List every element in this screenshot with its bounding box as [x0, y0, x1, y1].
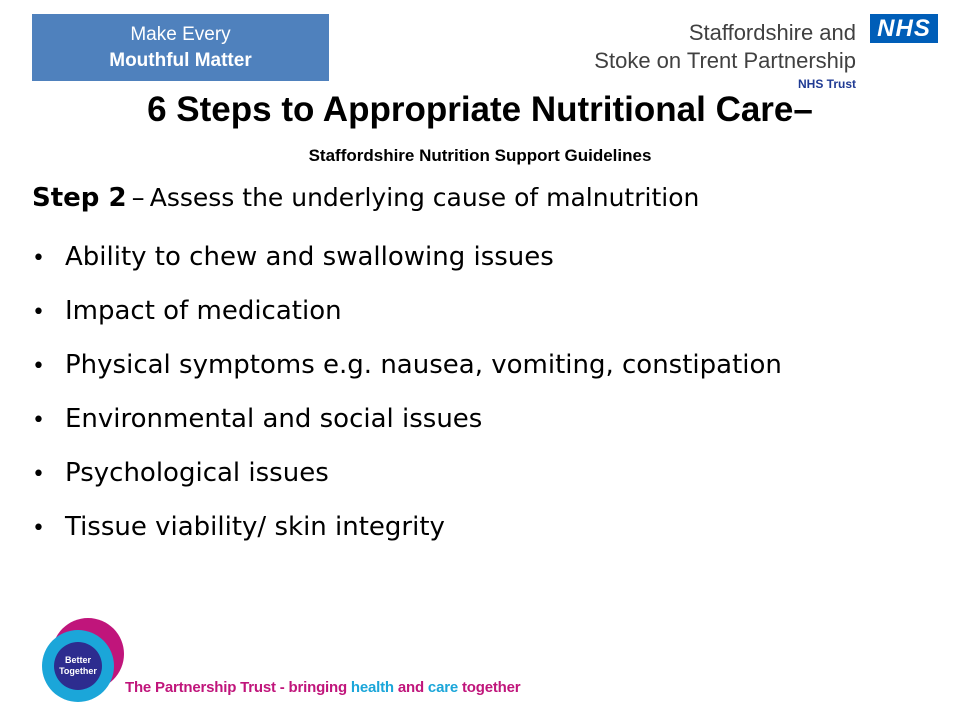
- better-together-logo-icon: [40, 614, 125, 704]
- step-heading: [32, 183, 699, 213]
- tagline-part-1: The Partnership Trust - bringing: [125, 679, 351, 696]
- org-name-line-1: Staffordshire and: [688, 20, 856, 45]
- tagline-part-4: care: [427, 679, 458, 696]
- bullet-item: [32, 452, 782, 506]
- step-label: Step 2: [32, 183, 127, 213]
- bullet-item: [32, 290, 782, 344]
- organisation-logo: [548, 14, 938, 89]
- slide-title: 6 Steps to Appropriate Nutritional Care–: [147, 90, 813, 129]
- bullet-text: Physical symptoms e.g. nausea, vomiting, constipation: [65, 350, 782, 380]
- badge-line-2: Mouthful Matter: [109, 50, 252, 71]
- step-description: Assess the underlying cause of malnutrition: [149, 183, 700, 212]
- bullet-icon: •: [32, 246, 45, 271]
- org-name-line-2: Stoke on Trent Partnership: [594, 48, 856, 73]
- bullet-text: Tissue viability/ skin integrity: [65, 512, 445, 542]
- bullet-icon: •: [32, 462, 45, 487]
- bullet-text: Environmental and social issues: [65, 404, 483, 434]
- bullet-text: Ability to chew and swallowing issues: [65, 242, 554, 272]
- slide-subtitle: Staffordshire Nutrition Support Guidelines: [308, 146, 652, 165]
- campaign-badge: [32, 14, 329, 81]
- bullet-text: Psychological issues: [65, 458, 329, 488]
- bullet-text: Impact of medication: [65, 296, 342, 326]
- bullet-icon: •: [32, 516, 45, 541]
- logo-text-1: Better: [64, 655, 92, 665]
- bullet-item: [32, 506, 782, 560]
- logo-text-2: Together: [59, 666, 97, 676]
- bullet-item: [32, 398, 782, 452]
- bullet-list: [32, 236, 782, 560]
- tagline-part-5: together: [458, 679, 521, 696]
- org-sub-label: NHS Trust: [797, 77, 856, 91]
- badge-line-1: Make Every: [130, 24, 231, 45]
- bullet-item: [32, 236, 782, 290]
- tagline-part-2: health: [350, 679, 394, 696]
- nhs-logo-icon: NHS: [870, 14, 938, 43]
- step-separator: –: [131, 183, 145, 213]
- bullet-item: [32, 344, 782, 398]
- bullet-icon: •: [32, 354, 45, 379]
- footer-tagline: [125, 679, 520, 696]
- bullet-icon: •: [32, 300, 45, 325]
- tagline-part-3: and: [393, 679, 428, 696]
- bullet-icon: •: [32, 408, 45, 433]
